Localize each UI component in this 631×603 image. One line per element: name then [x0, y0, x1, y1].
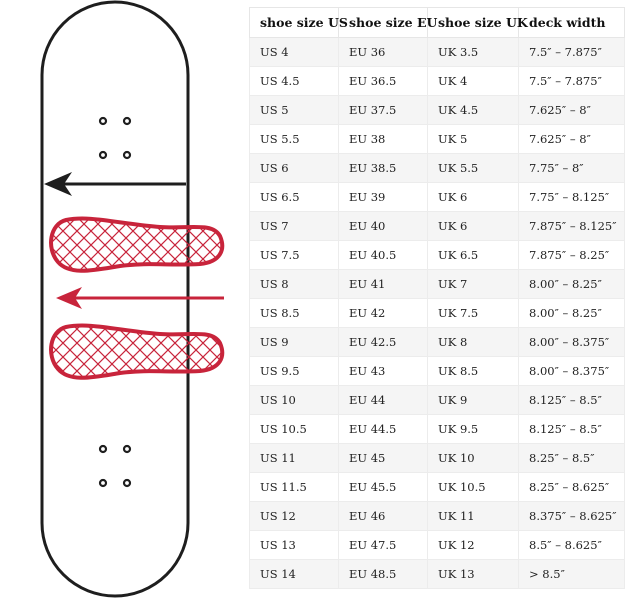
cell-deck-width: 7.875″ – 8.25″ [519, 241, 625, 270]
column-header-uk: shoe size UK [428, 8, 519, 38]
cell-eu-size: EU 42 [339, 299, 428, 328]
cell-deck-width: 8.25″ – 8.5″ [519, 444, 625, 473]
cell-deck-width: 8.00″ – 8.25″ [519, 270, 625, 299]
cell-deck-width: 7.875″ – 8.125″ [519, 212, 625, 241]
cell-eu-size: EU 44.5 [339, 415, 428, 444]
column-header-us: shoe size US [250, 8, 339, 38]
cell-us-size: US 9.5 [250, 357, 339, 386]
cell-uk-size: UK 13 [428, 560, 519, 589]
column-header-eu: shoe size EU [339, 8, 428, 38]
cell-deck-width: 8.00″ – 8.375″ [519, 357, 625, 386]
cell-us-size: US 10.5 [250, 415, 339, 444]
cell-uk-size: UK 6 [428, 183, 519, 212]
cell-eu-size: EU 38.5 [339, 154, 428, 183]
table-row [250, 96, 625, 125]
cell-deck-width: 8.125″ – 8.5″ [519, 386, 625, 415]
cell-deck-width: 7.5″ – 7.875″ [519, 38, 625, 67]
cell-us-size: US 8 [250, 270, 339, 299]
table-row [250, 67, 625, 96]
cell-us-size: US 6.5 [250, 183, 339, 212]
skateboard-shoe-illustration [0, 0, 240, 603]
cell-us-size: US 8.5 [250, 299, 339, 328]
cell-uk-size: UK 3.5 [428, 38, 519, 67]
cell-deck-width: 7.625″ – 8″ [519, 96, 625, 125]
cell-deck-width: 7.75″ – 8.125″ [519, 183, 625, 212]
cell-us-size: US 6 [250, 154, 339, 183]
table-row [250, 241, 625, 270]
cell-deck-width: 7.75″ – 8″ [519, 154, 625, 183]
cell-us-size: US 5.5 [250, 125, 339, 154]
cell-us-size: US 9 [250, 328, 339, 357]
table-row [250, 357, 625, 386]
table-row [250, 560, 625, 589]
table-row [250, 328, 625, 357]
cell-uk-size: UK 8 [428, 328, 519, 357]
table-row [250, 183, 625, 212]
cell-us-size: US 4 [250, 38, 339, 67]
cell-eu-size: EU 39 [339, 183, 428, 212]
shoe-sole-icon [51, 219, 222, 271]
table-row [250, 386, 625, 415]
cell-deck-width: 8.375″ – 8.625″ [519, 502, 625, 531]
cell-uk-size: UK 8.5 [428, 357, 519, 386]
cell-deck-width: 8.125″ – 8.5″ [519, 415, 625, 444]
cell-uk-size: UK 6 [428, 212, 519, 241]
cell-uk-size: UK 10.5 [428, 473, 519, 502]
cell-eu-size: EU 40.5 [339, 241, 428, 270]
cell-eu-size: EU 48.5 [339, 560, 428, 589]
cell-uk-size: UK 5.5 [428, 154, 519, 183]
cell-uk-size: UK 9 [428, 386, 519, 415]
table-row [250, 38, 625, 67]
table-row [250, 444, 625, 473]
cell-uk-size: UK 5 [428, 125, 519, 154]
cell-eu-size: EU 38 [339, 125, 428, 154]
table-row [250, 473, 625, 502]
cell-eu-size: EU 43 [339, 357, 428, 386]
table-header-row [250, 8, 625, 38]
cell-us-size: US 13 [250, 531, 339, 560]
cell-uk-size: UK 12 [428, 531, 519, 560]
table-row [250, 125, 625, 154]
cell-us-size: US 10 [250, 386, 339, 415]
cell-us-size: US 11 [250, 444, 339, 473]
cell-deck-width: > 8.5″ [519, 560, 625, 589]
cell-eu-size: EU 36.5 [339, 67, 428, 96]
cell-us-size: US 14 [250, 560, 339, 589]
cell-deck-width: 7.625″ – 8″ [519, 125, 625, 154]
cell-eu-size: EU 36 [339, 38, 428, 67]
table-row [250, 270, 625, 299]
cell-deck-width: 8.00″ – 8.375″ [519, 328, 625, 357]
cell-us-size: US 4.5 [250, 67, 339, 96]
cell-eu-size: EU 45.5 [339, 473, 428, 502]
cell-uk-size: UK 10 [428, 444, 519, 473]
cell-eu-size: EU 45 [339, 444, 428, 473]
cell-us-size: US 11.5 [250, 473, 339, 502]
cell-uk-size: UK 7 [428, 270, 519, 299]
cell-eu-size: EU 44 [339, 386, 428, 415]
cell-eu-size: EU 41 [339, 270, 428, 299]
cell-us-size: US 7 [250, 212, 339, 241]
cell-deck-width: 8.00″ – 8.25″ [519, 299, 625, 328]
cell-uk-size: UK 4.5 [428, 96, 519, 125]
cell-uk-size: UK 7.5 [428, 299, 519, 328]
cell-eu-size: EU 40 [339, 212, 428, 241]
table-row [250, 154, 625, 183]
shoe-sole-icon [51, 326, 222, 378]
cell-us-size: US 7.5 [250, 241, 339, 270]
cell-uk-size: UK 4 [428, 67, 519, 96]
table-row [250, 502, 625, 531]
cell-uk-size: UK 9.5 [428, 415, 519, 444]
shoe-size-deck-width-table [249, 7, 625, 589]
table-body [250, 38, 625, 589]
cell-eu-size: EU 47.5 [339, 531, 428, 560]
cell-uk-size: UK 6.5 [428, 241, 519, 270]
cell-deck-width: 7.5″ – 7.875″ [519, 67, 625, 96]
cell-eu-size: EU 42.5 [339, 328, 428, 357]
table-row [250, 299, 625, 328]
cell-eu-size: EU 37.5 [339, 96, 428, 125]
column-header-deck-width: deck width [519, 8, 625, 38]
table-row [250, 415, 625, 444]
cell-us-size: US 5 [250, 96, 339, 125]
table-row [250, 212, 625, 241]
cell-us-size: US 12 [250, 502, 339, 531]
cell-deck-width: 8.25″ – 8.625″ [519, 473, 625, 502]
table-row [250, 531, 625, 560]
cell-eu-size: EU 46 [339, 502, 428, 531]
cell-deck-width: 8.5″ – 8.625″ [519, 531, 625, 560]
cell-uk-size: UK 11 [428, 502, 519, 531]
